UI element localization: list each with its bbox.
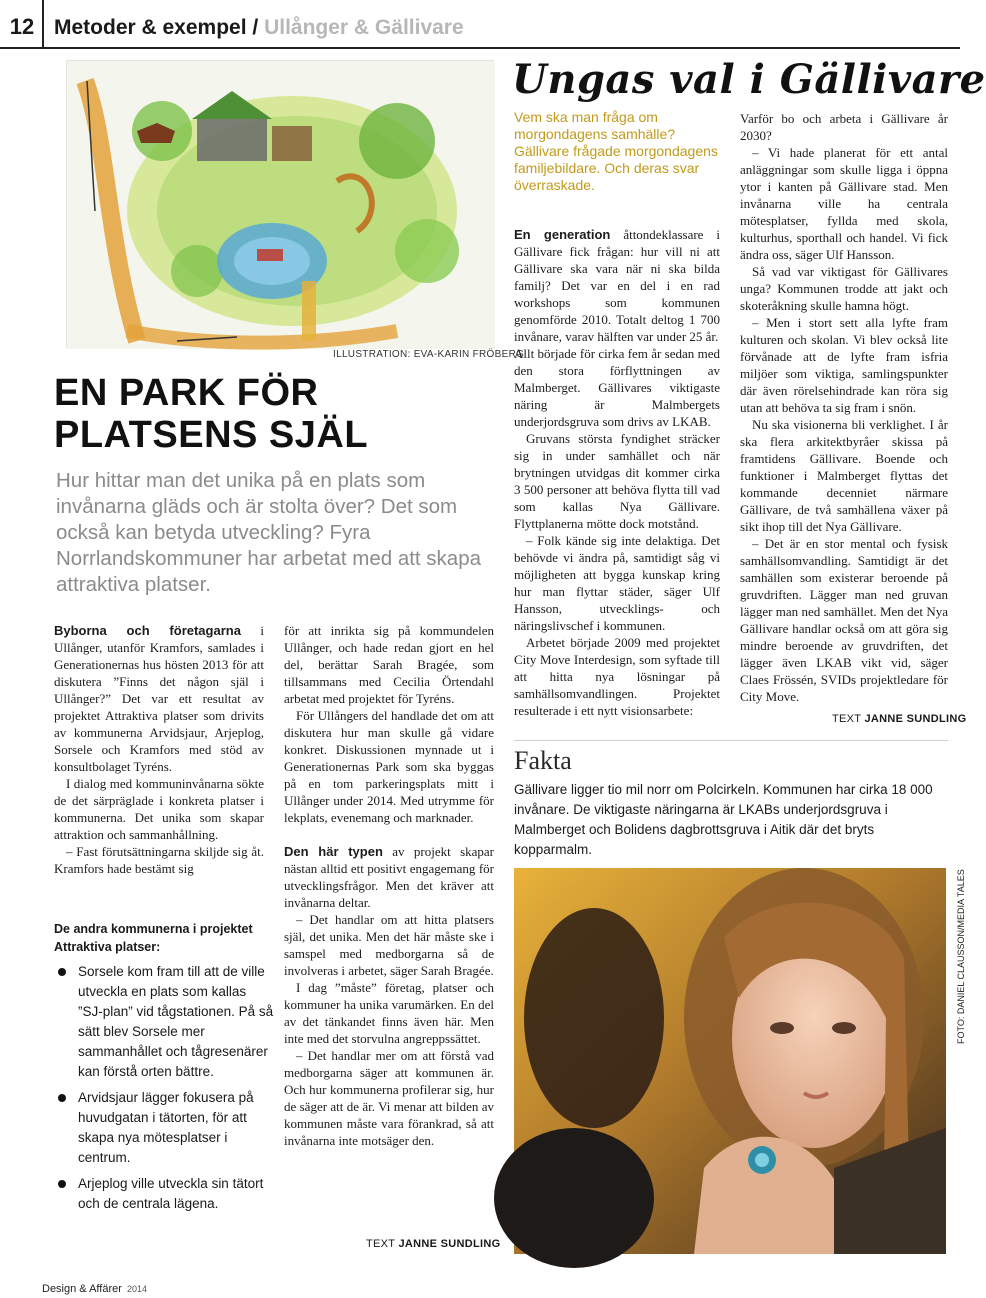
header-divider-vertical [42,0,44,48]
publication-name: Design & Affärer [42,1283,122,1295]
col2-paragraph-1: för att inrikta sig på kommundelen Ullånger, och hade redan gjort en hel del, berättar Sarah Bragée, som tillsammans med Cecilia Örtendahl arbetat med projektet för Tyréns. [284,623,494,706]
col1-paragraph-1: i Ullånger, utanför Kramfors, samlades i Generationernas hus hösten 2013 för att diskutera ”Finns det någon själ i Ullånger?” Det var ett resultat av projektet Attraktiva platser som drivits av kommunerna Arvidsjaur, Arjeplog, Sorsele och Kramfors med stöd av konsultbolaget Tyréns. [54,623,264,774]
factbox-item [54,1088,274,1168]
student-photo-image [514,868,946,1254]
student-photo [514,868,946,1254]
col3-paragraph-1: åttondeklassare i Gällivare fick frågan: hur vill ni att Gällivare ska vara när ni ska bilda familj? Det var en del i en rad workshops som kommunen genomförde 2010. Totalt deltog 1 700 invånare, varav hälften var under 25 år. [514,227,720,344]
header-divider [0,47,960,49]
gallivare-article-title: Ungas val i Gällivare [512,56,986,103]
page-footer [42,1283,147,1295]
credit-author: JANNE SUNDLING [398,1238,501,1250]
fakta-title: Fakta [514,746,572,775]
section-subtitle: Ullånger & Gällivare [264,16,464,39]
col3-paragraph-2: Allt började för cirka fem år sedan med den stora förflyttningen av Malmberget. Gällivares viktigaste näring är Malmbergets underjordsgruva som drivs av LKAB. [514,346,720,429]
credit-label: TEXT [366,1238,396,1250]
park-article-column-2 [284,622,494,1149]
factbox-item [54,962,274,1082]
bullet-icon [58,1094,66,1102]
fakta-text: Gällivare ligger tio mil norr om Polcirkeln. Kommunen har cirka 18 000 invånare. De viktigaste näringarna är LKABs underjordsgruva i Malmberget och Bolidens dagbrottsgruva i Aitik där det bryts kopparmalm. [514,782,933,857]
park-article-column-1 [54,622,264,877]
factbox-other-municipalities [54,920,274,1220]
credit-author: JANNE SUNDLING [864,713,967,725]
publication-year: 2014 [126,1284,147,1294]
section-title [54,16,464,40]
col4-paragraph-6: – Det är en stor mental och fysisk samhällsomvandling. Samtidigt är det samhällen som existerar beroende på gruvdriften. Lägger man ned gruvan lägger man ned samhället. Men det Nya Gällivare handlar också om att göra sig mindre beroende av gruvdriften, det lägger även LKAB vikt vid, säger Claes Frössén, SVIDs projektledare för City Move. [740,536,948,704]
park-title-line2: PLATSENS SJÄL [54,414,369,456]
col3-lead: En generation [514,227,611,242]
credit-label: TEXT [832,713,862,725]
col2-paragraph-3: av projekt skapar nästan alltid ett positivt engagemang för utvecklingsfrågor. Men det kräver att invånarna deltar. [284,844,494,910]
factbox-item-text: Arvidsjaur lägger fokusera på huvudgatan i tätorten, för att skapa nya mötesplatser i centrum. [78,1090,254,1165]
fakta-divider [514,740,948,741]
park-title-line1: EN PARK FÖR [54,372,319,414]
col1-paragraph-3: – Fast förutsättningarna skiljde sig åt. Kramfors hade bestämt sig [54,844,264,876]
col4-paragraph-2: – Vi hade planerat för ett antal anläggningar som skulle ligga i öppna ytor i kanten på Gällivare stad. Men invånarna ville ha centrala mötesplatser, fyllda med skola, kulturhus, sporthall och handel. Vi fick ändra oss, säger Ulf Hansson. [740,145,948,262]
col3-paragraph-5: Arbetet började 2009 med projektet City Move Interdesign, som syftade till att hitta nya lösningar på samhällsomvandlingen. Projektet resulterade i ett nytt visionsarbete: [514,635,720,718]
factbox-item [54,1174,274,1214]
col2-paragraph-5: I dag ”måste” företag, platser och kommuner ha unika varumärken. En del av det tänkandet finns även här. Men inte med det storvulna angreppssättet. [284,980,494,1046]
col4-paragraph-4: – Men i stort sett alla lyfte fram kulturen och skolan. Vi blev också lite förvånade att de lyfte fram isfria miljöer som viktiga, samlingspunkter där även rörelsehindrade kan röra sig utan att behöva ta sig fram i snön. [740,315,948,415]
col2-lead: Den här typen [284,844,383,859]
factbox-title: De andra kommunerna i projektet Attraktiva platser: [54,922,253,954]
park-illustration [66,60,494,348]
bullet-icon [58,968,66,976]
col2-paragraph-2: För Ullångers del handlade det om att diskutera hur man skulle gå vidare konkret. Diskussionen mynnade ut i Generationernas Park som ska byggas på en tom parkeringsplats mitt i Ullånger under 2014. Med utrymme för lekplats, evenemang och marknader. [284,708,494,825]
park-sketch-image [67,61,495,349]
gallivare-column-2 [740,110,948,705]
park-article-title [54,372,368,456]
col4-paragraph-5: Nu ska visionerna bli verklighet. I år ska flera arkitektbyråer skissa på framtidens Gällivare. Boende och funktioner i Malmberget flyttas det kommande decenniet närmare Gällivare, de två samhällena växer på sikt ihop till det Nya Gällivare. [740,417,948,534]
photo-credit-text: FOTO: DANIEL CLAUSSON/MEDIA TALES [956,869,966,1044]
col4-paragraph-1: Varför bo och arbeta i Gällivare år 2030? [740,111,948,143]
park-article-ingress: Hur hittar man det unika på en plats som invånarna gläds och är stolta över? Det som också kan betyda utveckling? Fyra Norrlandskommuner har arbetat med att skapa attraktiva platser. [56,469,482,596]
gallivare-article-ingress: Vem ska man fråga om morgondagens samhälle? Gällivare frågade morgondagens familjebildare. Och deras svar överraskade. [514,109,718,193]
factbox-item-text: Arjeplog ville utveckla sin tätort och de centrala lägena. [78,1176,264,1211]
col3-paragraph-3: Gruvans största fyndighet sträcker sig in under samhället och när brytningen utvidgas dit kommer cirka 3 500 personer att behöva flytta till vad som kallas Nya Gällivare. Flyttplanerna mötte dock motstånd. [514,431,720,531]
col4-paragraph-3: Så vad var viktigast för Gällivares unga? Kommunen trodde att jakt och skoteråkning skulle hamna högt. [740,264,948,313]
col1-paragraph-2: I dialog med kommuninvånarna sökte de det särpräglade i konkreta platser i kommunerna. Det unika som skapar attraktion och sammanhållning. [54,776,264,842]
col2-paragraph-6: – Det handlar mer om att förstå vad medborgarna säger att kommunen är. Och hur kommunerna profilerar sig, hur de säger att de är. Vi menar att bilden av kommunen måste vara förankrad, så att invånarna inte motsäger den. [284,1048,494,1148]
illustration-credit: ILLUSTRATION: EVA-KARIN FRÖBERG [333,349,525,360]
col2-paragraph-4: – Det handlar om att hitta platsers själ, det unika. Men det här måste ske i samspel med medborgarna så de involveras i arbetet, säger Sarah Bragée. [284,912,494,978]
photo-credit [942,869,966,1102]
gallivare-column-1 [514,226,720,719]
bullet-icon [58,1180,66,1188]
gallivare-article-credit [832,713,966,725]
page-number: 12 [9,14,35,39]
col1-lead: Byborna och företagarna [54,623,241,638]
col3-paragraph-4: – Folk kände sig inte delaktiga. Det behövde vi ändra på, samtidigt såg vi möjligheten att bygga kunskap kring hur man flyttar städer, säger Ulf Hansson, utvecklings- och näringslivschef i kommunen. [514,533,720,633]
section-name: Metoder & exempel / [54,16,259,39]
factbox-item-text: Sorsele kom fram till att de ville utveckla en plats som kallas ”SJ-plan” vid tågstationen. På så sätt blev Sorsele mer sammanhållet och tågresenärer kan förstå orten bättre. [78,964,274,1079]
park-article-credit [366,1238,500,1250]
